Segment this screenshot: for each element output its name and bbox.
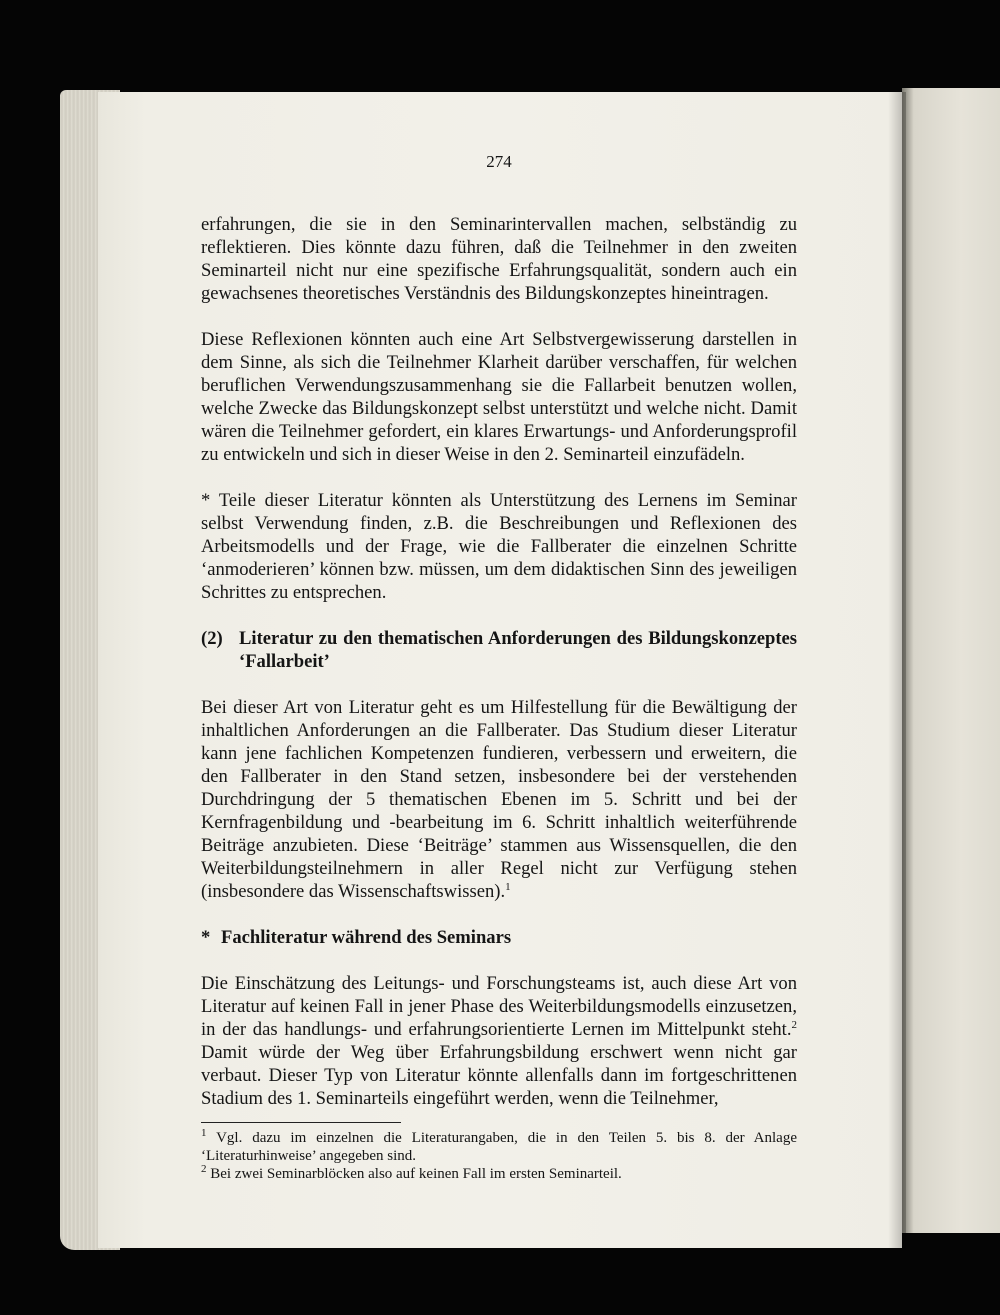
footnote-reference: 1 [505, 880, 511, 893]
paragraph: Diese Reflexionen könnten auch eine Art Selbstvergewisserung darstellen in dem Sinne, als sich die Teilnehmer Klarheit darüber verschaffen, für welchen beruflichen Verwendungszusammenhang sie die Fallarbeit benutzen wollen, welche Zwecke das Bildungskonzept selbst unterstützt und welche nicht. Damit wären die Teilnehmer gefordert, ein klares Erwartungs- und Anforderungsprofil zu entwickeln und sich in dieser Weise in den 2. Seminarteil einzufädeln. [201, 329, 797, 465]
subsection-title: Fachliteratur während des Seminars [221, 927, 512, 948]
footnote [201, 1129, 797, 1165]
paragraph: erfahrungen, die sie in den Seminarintervallen machen, selbständig zu reflektieren. Dies könnte dazu führen, daß die Teilnehmer in den zweiten Seminarteil nicht nur eine spezifische Erfahrungsqualität, sondern auch ein gewachsenes theoretisches Verständnis des Bildungskonzeptes hineintragen. [201, 214, 797, 304]
subsection-star: * [201, 927, 211, 948]
next-page [902, 88, 1000, 1233]
footnote-mark: 1 [201, 1127, 207, 1139]
section-number: (2) [201, 628, 223, 649]
page-number: 274 [486, 152, 512, 171]
footnotes [201, 1129, 797, 1183]
footnote-reference: 2 [791, 1018, 797, 1031]
footnote-mark: 2 [201, 1163, 207, 1175]
paragraph: * Teile dieser Literatur könnten als Unterstützung des Lernens im Seminar selbst Verwendung finden, z.B. die Beschreibungen und Reflexionen des Arbeitsmodells und der Frage, wie die Fallberater die einzelnen Schritte ‘anmoderieren’ können bzw. müssen, um dem didaktischen Sinn des jeweiligen Schrittes zu entsprechen. [201, 490, 797, 603]
paragraph-text: Bei dieser Art von Literatur geht es um Hilfestellung für die Bewältigung der inhaltlichen Anforderungen an die Fallberater. Das Studium dieser Literatur kann jene fachlichen Kompetenzen fundieren, verbessern und erweitern, die den Fallberater in den Stand setzen, insbesondere bei der verstehenden Durchdringung der 5 thematischen Ebenen im 5. Schritt und bei der Kernfragenbildung und -bearbeitung im 6. Schritt inhaltlich weiterführende Beiträge anzubieten. Diese ‘Beiträge’ stammen aus Wissensquellen, die den Weiterbildungsteilnehmern in aller Regel nicht zur Verfügung stehen (insbesondere das Wissenschaftswissen). [201, 697, 797, 902]
footnote-text: Bei zwei Seminarblöcken also auf keinen Fall im ersten Seminarteil. [206, 1166, 622, 1182]
paragraph-text: Damit würde der Weg über Erfahrungsbildung erschwert wenn nicht gar verbaut. Dieser Typ von Literatur könnte allenfalls dann im fortgeschrittenen Stadium des 1. Seminarteils eingeführt werden, wenn die Teilnehmer, [201, 1042, 797, 1109]
footnote [201, 1165, 797, 1183]
section-title: Literatur zu den thematischen Anforderungen des Bildungskonzeptes ‘Fallarbeit’ [239, 628, 797, 672]
paragraph-text: Die Einschätzung des Leitungs- und Forschungsteams ist, auch diese Art von Literatur auf keinen Fall in jener Phase des Weiterbildungsmodells einzusetzen, in der das handlungs- und erfahrungsorientierte Lernen im Mittelpunkt steht. [201, 973, 797, 1040]
gutter-shadow [888, 92, 906, 1248]
section-heading [201, 627, 797, 673]
footnote-divider [201, 1122, 401, 1123]
subsection-heading [201, 926, 797, 949]
paragraph [201, 972, 797, 1110]
page-content [201, 150, 797, 1183]
paragraph [201, 696, 797, 903]
footnote-text: Vgl. dazu im einzelnen die Literaturangaben, die in den Teilen 5. bis 8. der Anlage ‘Literaturhinweise’ angegeben sind. [201, 1130, 797, 1164]
